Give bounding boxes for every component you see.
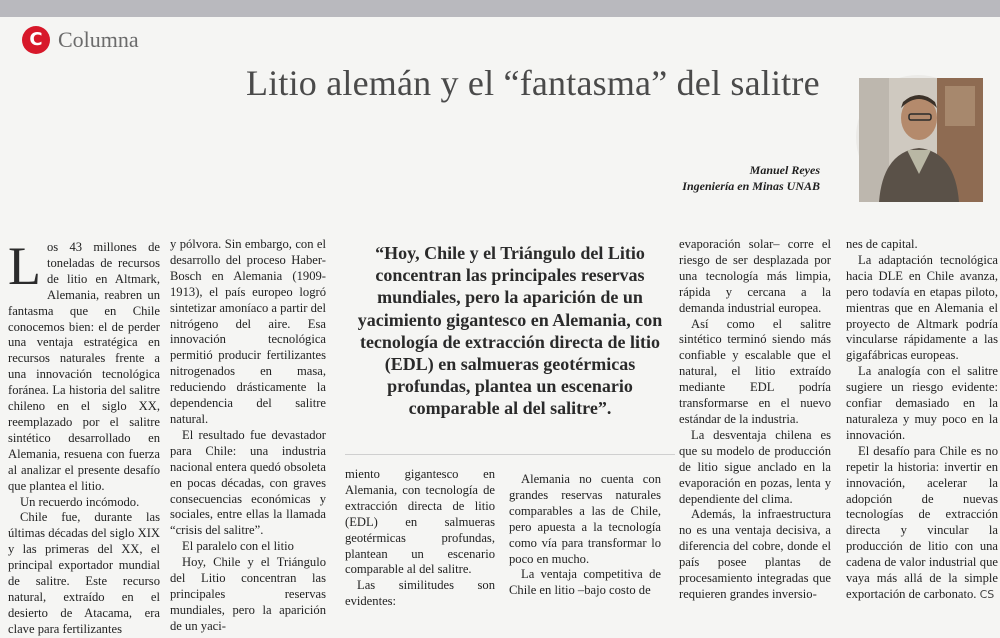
end-mark: CS [979, 587, 995, 601]
article-paragraph: La ventaja competitiva de Chile en litio –bajo costo de [509, 567, 661, 598]
article-column-5 [679, 237, 831, 603]
article-column-1 [8, 236, 160, 638]
article-paragraph: La adaptación tecnológica hacia DLE en Chile avanza, pero todavía en etapas piloto, mientras que en Alemania el proyecto de Altmark podría vincularse rápidamente a las gigafábricas europeas. [846, 252, 998, 363]
drop-cap: L [8, 236, 41, 296]
article-column-3 [345, 467, 495, 610]
article-paragraph: El resultado fue devastador para Chile: una industria nacional entera quedó obsoleta en pocas décadas, con graves consecuencias económicas y sociales, entre ellas la llamada “crisis del salitre”. [170, 427, 326, 538]
article-paragraph: Además, la infraestructura no es una ventaja decisiva, a diferencia del cobre, donde el país posee plantas de procesamiento integradas que requieren grandes inversio- [679, 507, 831, 601]
section-label: Columna [58, 27, 139, 52]
top-color-bar [0, 0, 1000, 17]
article-column-6 [846, 237, 998, 603]
article-paragraph: Así como el salitre sintético terminó siendo más confiable y escalable que el natural, el litio extraído mediante EDL podría transformarse en el nuevo estándar de la industria. [679, 316, 831, 426]
article-paragraph: El desafío para Chile es no repetir la historia: invertir en innovación, acelerar la adopción de nuevas tecnologías de extracción directa y vincular la producción de litio con una cadena de valor industrial que vaya más allá de la simple exportación de carbonato. CS [846, 443, 998, 601]
article-paragraph: La analogía con el salitre sugiere un riesgo evidente: confiar demasiado en la naturaleza y muy poco en la innovación. [846, 364, 998, 442]
article-paragraph: Alemania no cuenta con grandes reservas naturales comparables a las de Chile, pero apuesta a la tecnología como vía para transformar lo poco en mucho. [509, 472, 661, 566]
article-paragraph: Hoy, Chile y el Triángulo del Litio concentran las principales reservas mundiales, pero la aparición de un yaci- [170, 555, 326, 633]
article-paragraph: y pólvora. Sin embargo, con el desarrollo del proceso Haber-Bosch en Alemania (1909-1913), el país europeo logró sintetizar amoníaco a partir del nitrógeno del aire. Esa innovación tecnológica permitió producir fertilizantes nitrogenados en masa, reduciendo drásticamente la dependencia del salitre natural. [170, 237, 326, 426]
article-paragraph: nes de capital. [846, 237, 918, 251]
column-badge: C [22, 26, 50, 54]
author-byline [682, 162, 820, 194]
article-subheading: El paralelo con el litio [182, 539, 294, 554]
article-paragraph: Las similitudes son evidentes: [345, 578, 495, 609]
article-paragraph: miento gigantesco en Alemania, con tecnología de extracción directa de litio (EDL) en salmueras geotérmicas profundas, plantean un escenario comparable al del salitre. [345, 467, 495, 577]
pull-quote: “Hoy, Chile y el Triángulo del Litio concentran las principales reservas mundiales, pero la aparición de un yacimiento gigantesco en Alemania, con tecnología de extracción directa de litio (EDL) en salmueras geotérmicas profundas, plantea un escenario comparable al del salitre”. [357, 243, 663, 419]
pull-quote-divider [345, 454, 675, 455]
article-paragraph: evaporación solar– corre el riesgo de ser desplazada por una tecnología más limpia, rápida y cercana a la demanda industrial europea. [679, 237, 831, 315]
article-paragraph: Los 43 millones de toneladas de recursos de litio en Altmark, Alemania, reabren un fantasma que en Chile conocemos bien: el de perder una ventaja estratégica en recursos naturales frente a una innovación tecnológica foránea. La historia del salitre chileno en el siglo XX, reemplazado por el salitre sintético desarrollado en Alemania, resuena con fuerza al analizar el presente desafío que plantea el litio. [8, 236, 160, 493]
author-portrait-image [859, 78, 983, 202]
article-column-4 [509, 472, 661, 599]
author-name: Manuel Reyes [749, 163, 820, 177]
article-paragraph: La desventaja chilena es que su modelo de producción de litio sigue anclado en la evaporación en pozas, lenta y dependiente del clima. [679, 427, 831, 506]
author-role: Ingeniería en Minas UNAB [682, 179, 820, 193]
article-title: Litio alemán y el “fantasma” del salitre [246, 63, 820, 103]
author-photo [856, 75, 980, 199]
article-paragraph: Un recuerdo incómodo. [20, 494, 140, 509]
article-paragraph: Chile fue, durante las últimas décadas del siglo XIX y las primeras del XX, el principal exportador mundial de salitre. Este recurso natural, extraído en el desierto de Atacama, era clave para fertilizantes [8, 510, 160, 636]
article-column-2 [170, 237, 326, 635]
